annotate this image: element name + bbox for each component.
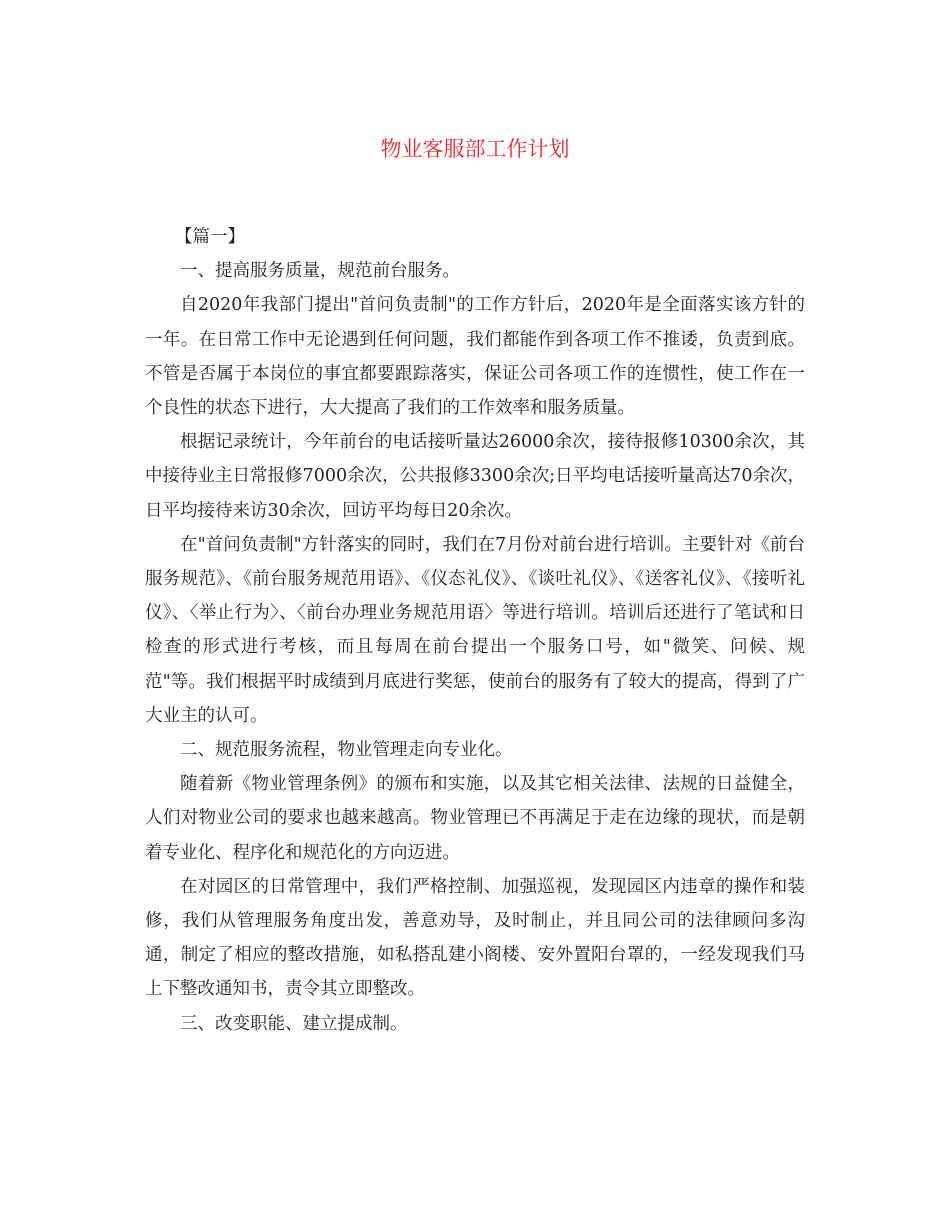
paragraph: 自2020年我部门提出"首问负责制"的工作方针后，2020年是全面落实该方针的一年。在日常工作中无论遇到任何问题，我们都能作到各项工作不推诿，负责到底。不管是否属于本岗位的事宜都要跟踪落实，保证公司各项工作的连惯性，使工作在一个良性的状态下进行，大大提高了我们的工作效率和服务质量。	[145, 295, 805, 419]
section-heading-3: 三、改变职能、建立提成制。	[180, 1013, 408, 1034]
section-heading-2: 二、规范服务流程，物业管理走向专业化。	[180, 740, 513, 761]
paragraph: 根据记录统计，今年前台的电话接听量达26000余次，接待报修10300余次，其中接待业主日常报修7000余次，公共报修3300余次;日平均电话接听量高达70余次，日平均接待来访30余次，回访平均每日20余次。	[145, 432, 805, 521]
paragraph: 随着新《物业管理条例》的颁布和实施，以及其它相关法律、法规的日益健全，人们对物业公司的要求也越来越高。物业管理已不再满足于走在边缘的现状，而是朝着专业化、程序化和规范化的方向迈进。	[145, 774, 805, 863]
chapter-label: 【篇一】	[175, 227, 245, 247]
document-body	[145, 220, 805, 1041]
section-heading-1: 一、提高服务质量，规范前台服务。	[180, 261, 460, 282]
paragraph: 在"首问负责制"方针落实的同时，我们在7月份对前台进行培训。主要针对《前台服务规范》、《前台服务规范用语》、《仪态礼仪》、《谈吐礼仪》、《送客礼仪》、《接听礼仪》、〈举止行为〉、〈前台办理业务规范用语〉等进行培训。培训后还进行了笔试和日检查的形式进行考核，而且每周在前台提出一个服务口号，如"微笑、问候、规范"等。我们根据平时成绩到月底进行奖惩，使前台的服务有了较大的提高，得到了广大业主的认可。	[145, 534, 805, 726]
document-title: 物业客服部工作计划	[380, 137, 570, 161]
paragraph: 在对园区的日常管理中，我们严格控制、加强巡视，发现园区内违章的操作和装修，我们从管理服务角度出发，善意劝导，及时制止，并且同公司的法律顾问多沟通，制定了相应的整改措施，如私搭乱建小阁楼、安外置阳台罩的，一经发现我们马上下整改通知书，责令其立即整改。	[145, 876, 805, 1000]
